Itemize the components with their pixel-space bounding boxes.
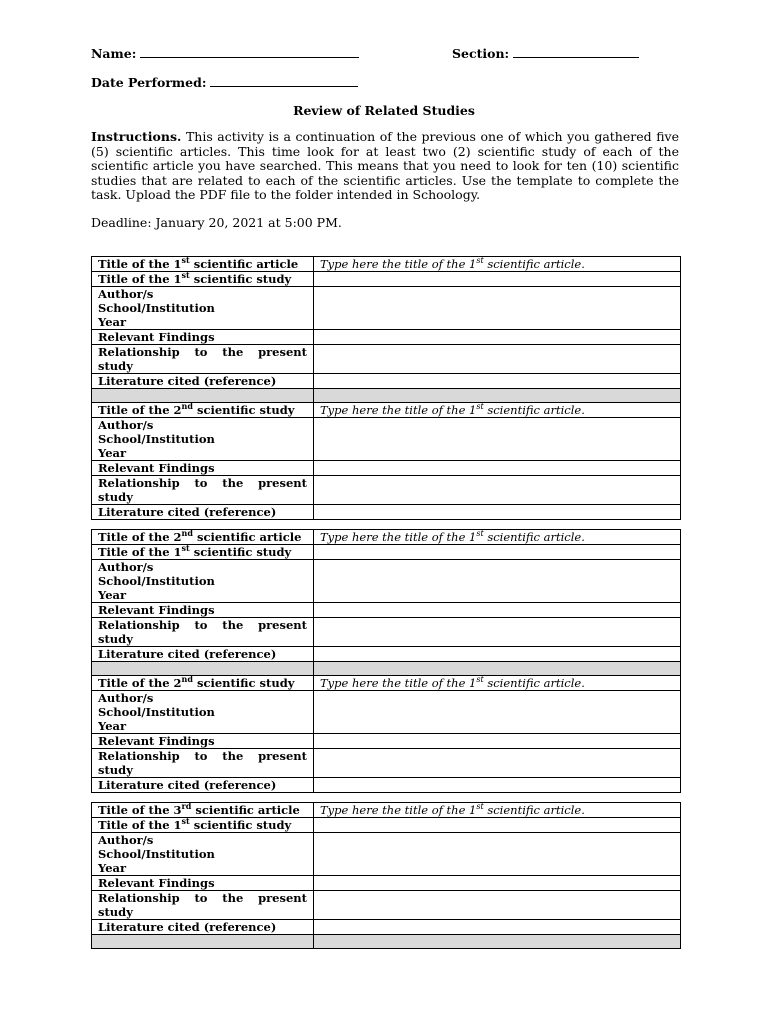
relationship-label-line1: [98, 345, 307, 359]
author-school-year-label: [92, 418, 314, 461]
author-school-year-input[interactable]: [314, 691, 681, 734]
study-title-label: [92, 545, 314, 560]
literature-cited-text: Literature cited (reference): [98, 505, 277, 519]
study-title-row: [92, 818, 681, 833]
relationship-label-line1: [98, 891, 307, 905]
placeholder-text-tail: scientific article.: [483, 257, 585, 271]
article-title-label-text: Title of the 3: [98, 803, 182, 817]
relationship-word: Relationship: [98, 476, 180, 490]
school-label: School/Institution: [98, 301, 215, 315]
literature-cited-input[interactable]: [314, 505, 681, 520]
relationship-row: [92, 345, 681, 374]
study-title-row: [92, 403, 681, 418]
study-title-input[interactable]: [314, 545, 681, 560]
school-label: School/Institution: [98, 574, 215, 588]
study-title-label-tail: scientific study: [189, 272, 292, 286]
table-separator-row: [92, 935, 681, 949]
literature-cited-input[interactable]: [314, 920, 681, 935]
author-school-year-input[interactable]: [314, 287, 681, 330]
article-title-label-tail: scientific article: [192, 530, 302, 544]
section-field[interactable]: [452, 46, 639, 61]
relationship-word: the: [222, 891, 244, 905]
relationship-label: [92, 476, 314, 505]
study-table-2: [91, 529, 681, 793]
study-title-ordinal-suffix: st: [181, 271, 190, 281]
study-title-label-text: Title of the 1: [98, 545, 182, 559]
school-label: School/Institution: [98, 432, 215, 446]
literature-cited-label: [92, 920, 314, 935]
study-title-ordinal-suffix: nd: [181, 675, 193, 685]
author-label: Author/s: [98, 833, 154, 847]
literature-cited-row: [92, 505, 681, 520]
author-school-year-row: [92, 691, 681, 734]
article-title-label-text: Title of the 1: [98, 257, 182, 271]
literature-cited-row: [92, 778, 681, 793]
relationship-label: [92, 618, 314, 647]
study-title-input[interactable]: [314, 403, 681, 418]
relevant-findings-label: [92, 603, 314, 618]
study-table-3: [91, 802, 681, 949]
name-blank-line[interactable]: [140, 46, 359, 58]
article-title-ordinal-suffix: st: [181, 256, 190, 266]
relationship-label-line1: [98, 618, 307, 632]
date-performed-blank-line[interactable]: [210, 75, 358, 87]
author-school-year-input[interactable]: [314, 418, 681, 461]
relevant-findings-label: [92, 876, 314, 891]
school-label: School/Institution: [98, 705, 215, 719]
table-separator-row: [92, 662, 681, 676]
article-title-label: [92, 257, 314, 272]
article-title-row: [92, 530, 681, 545]
article-title-ordinal-suffix: rd: [181, 802, 192, 812]
name-field[interactable]: [91, 46, 359, 61]
article-title-label-text: Title of the 2: [98, 530, 182, 544]
relationship-word: Relationship: [98, 749, 180, 763]
relationship-word: to: [194, 618, 208, 632]
relationship-label: [92, 749, 314, 778]
relevant-findings-input[interactable]: [314, 330, 681, 345]
relevant-findings-row: [92, 461, 681, 476]
section-label: Section:: [452, 46, 510, 61]
relevant-findings-input[interactable]: [314, 734, 681, 749]
placeholder-text-tail: scientific article.: [483, 530, 585, 544]
relationship-word: Relationship: [98, 345, 180, 359]
relationship-input[interactable]: [314, 345, 681, 374]
relationship-input[interactable]: [314, 618, 681, 647]
relevant-findings-row: [92, 734, 681, 749]
author-school-year-label: [92, 833, 314, 876]
separator-cell: [92, 662, 314, 676]
name-label: Name:: [91, 46, 137, 61]
relationship-word: to: [194, 891, 208, 905]
relationship-row: [92, 891, 681, 920]
study-title-input[interactable]: [314, 676, 681, 691]
relationship-label-line2: study: [98, 905, 133, 919]
year-label: Year: [98, 588, 127, 602]
relationship-label-line1: [98, 476, 307, 490]
study-title-row: [92, 272, 681, 287]
relationship-word: to: [194, 345, 208, 359]
instructions-body: This activity is a continuation of the previous one of which you gathered five (5) scientific articles. This time look for at least two (2) scientific study of each of the scientific article you have searched. This means that you need to look for ten (10) scientific studies that are related to each of the scientific articles. Use the template to complete the task. Upload the PDF file to the folder intended in Schoology.: [91, 129, 679, 202]
instructions-lead: Instructions.: [91, 129, 182, 144]
relationship-word: the: [222, 749, 244, 763]
article-title-input[interactable]: [314, 530, 681, 545]
study-title-row: [92, 545, 681, 560]
relevant-findings-label: [92, 461, 314, 476]
author-label: Author/s: [98, 287, 154, 301]
relationship-input[interactable]: [314, 891, 681, 920]
study-title-label-tail: scientific study: [192, 403, 295, 417]
study-title-label-text: Title of the 2: [98, 403, 182, 417]
placeholder-text-tail: scientific article.: [483, 803, 585, 817]
article-title-label: [92, 530, 314, 545]
date-performed-label: Date Performed:: [91, 75, 207, 90]
placeholder-text: Type here the title of the 1: [320, 257, 477, 271]
separator-cell: [314, 935, 681, 949]
relationship-input[interactable]: [314, 749, 681, 778]
relevant-findings-text: Relevant Findings: [98, 603, 215, 617]
author-school-year-row: [92, 418, 681, 461]
placeholder-ordinal-suffix: st: [476, 402, 484, 412]
article-title-label-tail: scientific article: [189, 257, 299, 271]
relevant-findings-text: Relevant Findings: [98, 330, 215, 344]
relevant-findings-input[interactable]: [314, 876, 681, 891]
document-title: Review of Related Studies: [293, 103, 475, 118]
study-title-label: [92, 403, 314, 418]
separator-cell: [92, 389, 314, 403]
year-label: Year: [98, 861, 127, 875]
year-label: Year: [98, 446, 127, 460]
separator-cell: [314, 389, 681, 403]
author-school-year-row: [92, 560, 681, 603]
relationship-label-line2: study: [98, 763, 133, 777]
placeholder-text: Type here the title of the 1: [320, 403, 477, 417]
author-label: Author/s: [98, 691, 154, 705]
author-school-year-label: [92, 560, 314, 603]
literature-cited-text: Literature cited (reference): [98, 374, 277, 388]
date-performed-field[interactable]: [91, 75, 358, 90]
relationship-label-line2: study: [98, 359, 133, 373]
relationship-label-line2: study: [98, 490, 133, 504]
study-title-label-tail: scientific study: [189, 818, 292, 832]
literature-cited-input[interactable]: [314, 778, 681, 793]
article-title-row: [92, 803, 681, 818]
literature-cited-label: [92, 778, 314, 793]
relationship-row: [92, 476, 681, 505]
relevant-findings-row: [92, 330, 681, 345]
relevant-findings-row: [92, 603, 681, 618]
relationship-row: [92, 618, 681, 647]
relationship-word: present: [258, 749, 307, 763]
study-title-row: [92, 676, 681, 691]
author-label: Author/s: [98, 560, 154, 574]
placeholder-text: Type here the title of the 1: [320, 676, 477, 690]
study-title-label-tail: scientific study: [192, 676, 295, 690]
study-title-ordinal-suffix: nd: [181, 402, 193, 412]
placeholder-ordinal-suffix: st: [476, 256, 484, 266]
literature-cited-input[interactable]: [314, 374, 681, 389]
study-table-1: [91, 256, 681, 520]
relationship-word: present: [258, 618, 307, 632]
relationship-word: present: [258, 345, 307, 359]
relationship-word: to: [194, 749, 208, 763]
relevant-findings-text: Relevant Findings: [98, 461, 215, 475]
separator-cell: [314, 662, 681, 676]
study-title-label-tail: scientific study: [189, 545, 292, 559]
relevant-findings-label: [92, 330, 314, 345]
study-title-label-text: Title of the 1: [98, 272, 182, 286]
study-title-ordinal-suffix: st: [181, 817, 190, 827]
study-title-ordinal-suffix: st: [181, 544, 190, 554]
literature-cited-label: [92, 374, 314, 389]
relationship-word: Relationship: [98, 618, 180, 632]
literature-cited-row: [92, 647, 681, 662]
article-title-label: [92, 803, 314, 818]
study-title-label-text: Title of the 1: [98, 818, 182, 832]
placeholder-text: Type here the title of the 1: [320, 803, 477, 817]
relationship-label: [92, 891, 314, 920]
literature-cited-text: Literature cited (reference): [98, 647, 277, 661]
relationship-word: the: [222, 476, 244, 490]
table-separator-row: [92, 389, 681, 403]
literature-cited-label: [92, 505, 314, 520]
relevant-findings-text: Relevant Findings: [98, 876, 215, 890]
article-title-ordinal-suffix: nd: [181, 529, 193, 539]
relevant-findings-label: [92, 734, 314, 749]
article-title-input[interactable]: [314, 257, 681, 272]
placeholder-ordinal-suffix: st: [476, 675, 484, 685]
relevant-findings-input[interactable]: [314, 461, 681, 476]
separator-cell: [92, 935, 314, 949]
placeholder-ordinal-suffix: st: [476, 529, 484, 539]
placeholder-ordinal-suffix: st: [476, 802, 484, 812]
relationship-word: present: [258, 891, 307, 905]
literature-cited-row: [92, 374, 681, 389]
placeholder-text: Type here the title of the 1: [320, 530, 477, 544]
relationship-row: [92, 749, 681, 778]
study-title-input[interactable]: [314, 818, 681, 833]
study-title-label: [92, 272, 314, 287]
relationship-label: [92, 345, 314, 374]
author-school-year-row: [92, 833, 681, 876]
article-title-input[interactable]: [314, 803, 681, 818]
study-title-label: [92, 676, 314, 691]
literature-cited-text: Literature cited (reference): [98, 920, 277, 934]
relevant-findings-text: Relevant Findings: [98, 734, 215, 748]
relationship-word: the: [222, 345, 244, 359]
relationship-word: the: [222, 618, 244, 632]
relationship-word: Relationship: [98, 891, 180, 905]
study-title-label-text: Title of the 2: [98, 676, 182, 690]
section-blank-line[interactable]: [513, 46, 639, 58]
relevant-findings-row: [92, 876, 681, 891]
author-label: Author/s: [98, 418, 154, 432]
author-school-year-input[interactable]: [314, 833, 681, 876]
literature-cited-input[interactable]: [314, 647, 681, 662]
literature-cited-row: [92, 920, 681, 935]
deadline-text: Deadline: January 20, 2021 at 5:00 PM.: [91, 215, 342, 230]
article-title-label-tail: scientific article: [191, 803, 300, 817]
school-label: School/Institution: [98, 847, 215, 861]
year-label: Year: [98, 719, 127, 733]
relationship-word: present: [258, 476, 307, 490]
study-title-input[interactable]: [314, 272, 681, 287]
relationship-label-line1: [98, 749, 307, 763]
placeholder-text-tail: scientific article.: [483, 676, 585, 690]
placeholder-text-tail: scientific article.: [483, 403, 585, 417]
author-school-year-label: [92, 691, 314, 734]
author-school-year-label: [92, 287, 314, 330]
article-title-row: [92, 257, 681, 272]
relationship-label-line2: study: [98, 632, 133, 646]
relevant-findings-input[interactable]: [314, 603, 681, 618]
relationship-input[interactable]: [314, 476, 681, 505]
literature-cited-text: Literature cited (reference): [98, 778, 277, 792]
study-title-label: [92, 818, 314, 833]
author-school-year-input[interactable]: [314, 560, 681, 603]
year-label: Year: [98, 315, 127, 329]
relationship-word: to: [194, 476, 208, 490]
literature-cited-label: [92, 647, 314, 662]
instructions-paragraph: [91, 130, 679, 203]
author-school-year-row: [92, 287, 681, 330]
